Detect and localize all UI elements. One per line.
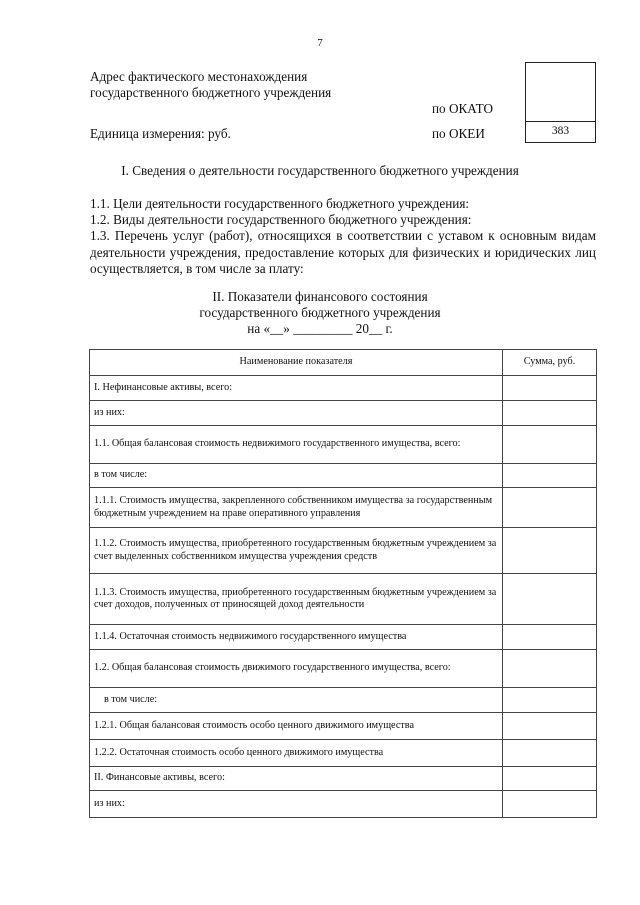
section1-title: I. Сведения о деятельности государственного бюджетного учреждения: [121, 163, 519, 178]
okei-code-value: 383: [551, 125, 570, 137]
table-row: [90, 401, 597, 426]
financial-indicators-table: [89, 349, 597, 818]
row-value: [503, 426, 597, 464]
page-number: 7: [317, 37, 323, 49]
row-label: 1.1.4. Остаточная стоимость недвижимого государственного имущества: [90, 625, 503, 650]
section2-date-line: на «__» _________ 20__ г.: [247, 321, 393, 336]
row-label: 1.2.1. Общая балансовая стоимость особо ценного движимого имущества: [90, 713, 503, 740]
table-row: [90, 625, 597, 650]
code-box-divider: [526, 121, 595, 122]
row-value: [503, 528, 597, 574]
address-label-line1: Адрес фактического местонахождения: [90, 69, 308, 84]
table-row: [90, 376, 597, 401]
table-row: [90, 650, 597, 688]
table-row: [90, 740, 597, 767]
table-row: [90, 713, 597, 740]
table-row: [90, 767, 597, 791]
section2-title-line1: II. Показатели финансового состояния: [212, 289, 428, 304]
row-label: в том числе:: [90, 688, 503, 713]
table-header-sum: Сумма, руб.: [503, 350, 597, 376]
table-row: [90, 528, 597, 574]
row-label: 1.2. Общая балансовая стоимость движимого государственного имущества, всего:: [90, 650, 503, 688]
row-label: II. Финансовые активы, всего:: [90, 767, 503, 791]
row-label: из них:: [90, 791, 503, 818]
row-value: [503, 488, 597, 528]
row-value: [503, 791, 597, 818]
row-value: [503, 650, 597, 688]
okei-label: по ОКЕИ: [432, 126, 485, 141]
section1-item-1-1: 1.1. Цели деятельности государственного бюджетного учреждения:: [90, 196, 470, 211]
section1-item-1-3: 1.3. Перечень услуг (работ), относящихся в соответствии с уставом к основным видам деятельности учреждения, предоставление которых для физических и юридических лиц осуществляется, в том числе за плату:: [90, 228, 596, 276]
row-label: 1.1.3. Стоимость имущества, приобретенного государственным бюджетным учреждением за счет доходов, полученных от приносящей доход деятельности: [90, 574, 503, 625]
table-row: [90, 574, 597, 625]
row-label: 1.1.1. Стоимость имущества, закрепленного собственником имущества за государственным бюджетным учреждением на праве оперативного управления: [90, 488, 503, 528]
table-row: [90, 688, 597, 713]
okato-label: по ОКАТО: [432, 101, 494, 116]
table-header-name: Наименование показателя: [90, 350, 503, 376]
row-value: [503, 740, 597, 767]
table-header-row: [90, 350, 597, 376]
code-box: [525, 62, 596, 143]
unit-label: Единица измерения: руб.: [90, 126, 231, 141]
row-value: [503, 688, 597, 713]
row-value: [503, 464, 597, 488]
section1-item-1-2: 1.2. Виды деятельности государственного бюджетного учреждения:: [90, 212, 472, 227]
table-row: [90, 464, 597, 488]
table-row: [90, 488, 597, 528]
row-value: [503, 401, 597, 426]
row-label: 1.2.2. Остаточная стоимость особо ценного движимого имущества: [90, 740, 503, 767]
row-label: из них:: [90, 401, 503, 426]
row-value: [503, 625, 597, 650]
address-label-line2: государственного бюджетного учреждения: [90, 85, 332, 100]
table-row: [90, 426, 597, 464]
row-label: 1.1.2. Стоимость имущества, приобретенного государственным бюджетным учреждением за счет выделенных собственником имущества учреждения средств: [90, 528, 503, 574]
table-row: [90, 791, 597, 818]
row-label: 1.1. Общая балансовая стоимость недвижимого государственного имущества, всего:: [90, 426, 503, 464]
section2-title-line2: государственного бюджетного учреждения: [199, 305, 441, 320]
row-value: [503, 574, 597, 625]
row-label: в том числе:: [90, 464, 503, 488]
row-value: [503, 376, 597, 401]
row-label: I. Нефинансовые активы, всего:: [90, 376, 503, 401]
row-value: [503, 767, 597, 791]
row-value: [503, 713, 597, 740]
